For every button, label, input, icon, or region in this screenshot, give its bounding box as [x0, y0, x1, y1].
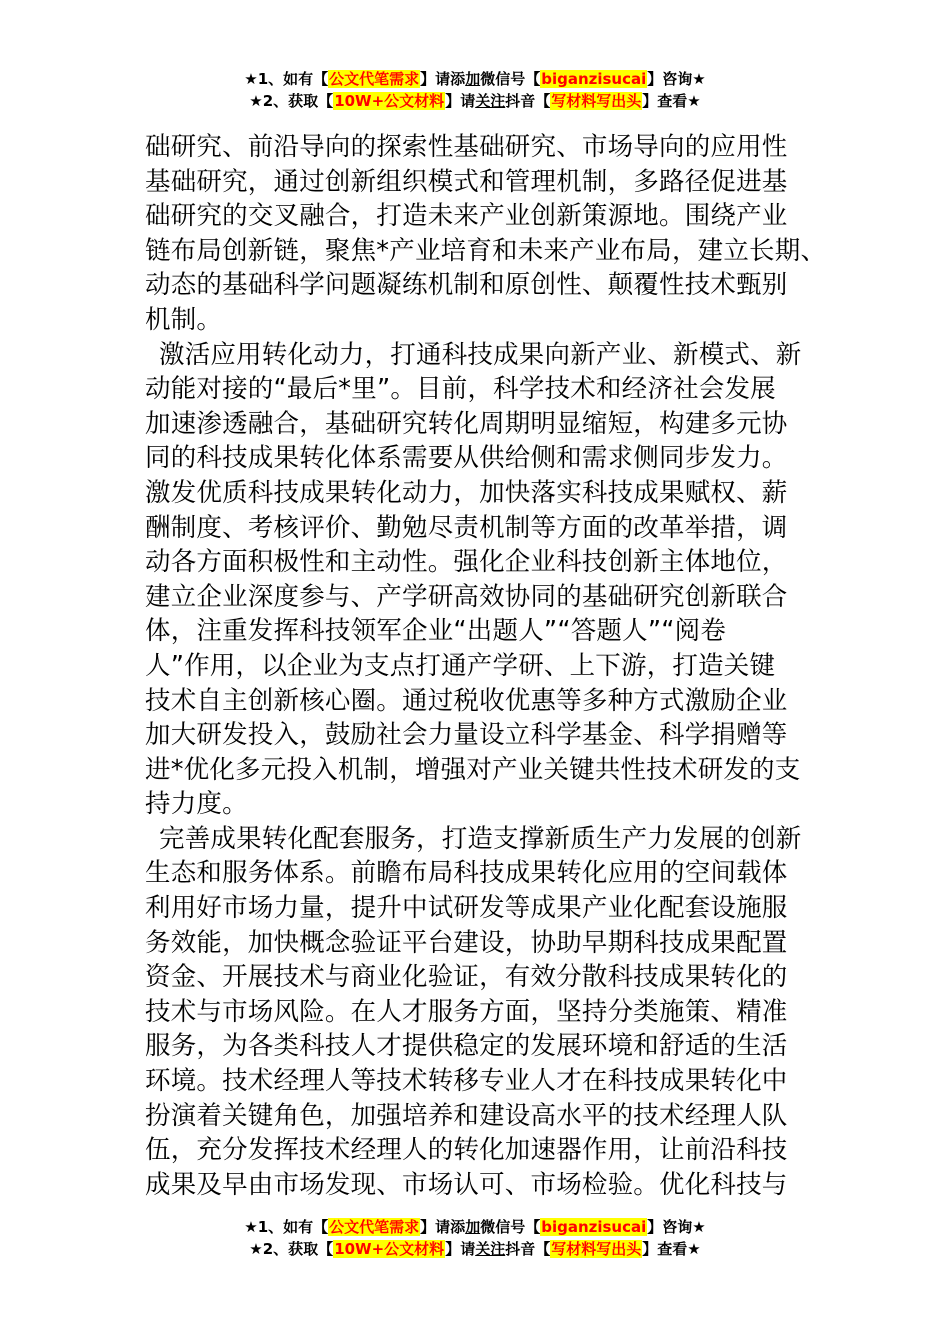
header-line-2-prefix: ★2、获取【: [249, 92, 334, 110]
body-line: 基础研究，通过创新组织模式和管理机制，多路径促进基: [145, 166, 788, 197]
paragraph-start-line: 完善成果转化配套服务，打造支撑新质生产力发展的创新: [159, 823, 802, 854]
body-line: 动态的基础科学问题凝练机制和原创性、颠覆性技术甄别: [145, 270, 788, 301]
body-line: 人”作用，以企业为支点打通产学研、上下游，打造关键: [145, 650, 776, 681]
paragraph-start-line: 激活应用转化动力，打通科技成果向新产业、新模式、新: [159, 339, 802, 370]
footer-banner: [0, 1216, 950, 1260]
footer-line-2-middle-1: 】请: [445, 1240, 476, 1258]
header-line-1: [0, 68, 950, 90]
footer-line-1-prefix: ★1、如有【: [244, 1218, 329, 1236]
body-line: 伍，充分发挥技术经理人的转化加速器作用，让前沿科技: [145, 1135, 788, 1166]
header-line-1-middle-1: 】请添: [420, 70, 466, 88]
body-line: 服务，为各类科技人才提供稳定的发展环境和舒适的生活: [145, 1031, 788, 1062]
body-line: 进*优化多元投入机制，增强对产业关键共性技术研发的支: [145, 754, 801, 785]
body-line: 建立企业深度参与、产学研高效协同的基础研究创新联合: [145, 581, 788, 612]
document-body: [145, 130, 827, 1202]
body-line: 激发优质科技成果转化动力，加快落实科技成果赋权、薪: [145, 477, 788, 508]
header-line-2-highlight-2: 写材料写出头: [551, 92, 642, 110]
footer-line-1: [0, 1216, 950, 1238]
body-line: 动各方面积极性和主动性。强化企业科技创新主体地位，: [145, 547, 788, 578]
header-line-2-underlined: 关注: [475, 92, 506, 110]
body-line: 链布局创新链，聚焦*产业培育和未来产业布局，建立长期、: [145, 235, 827, 266]
header-line-1-prefix: ★1、如有【: [244, 70, 329, 88]
footer-line-2-highlight-2: 写材料写出头: [551, 1240, 642, 1258]
body-line: 务效能，加快概念验证平台建设，协助早期科技成果配置: [145, 927, 788, 958]
header-line-2-middle-1: 】请: [445, 92, 476, 110]
body-line: 成果及早由市场发现、市场认可、市场检验。优化科技与: [145, 1169, 788, 1200]
header-line-2-highlight-1: 10W+公文材料: [334, 92, 445, 110]
footer-line-1-highlight-2: biganzisucai: [541, 1218, 647, 1236]
footer-line-2: [0, 1238, 950, 1260]
header-line-2-suffix: 】查看★: [642, 92, 701, 110]
body-line: 资金、开展技术与商业化验证，有效分散科技成果转化的: [145, 962, 788, 993]
footer-line-2-prefix: ★2、获取【: [249, 1240, 334, 1258]
header-line-1-middle-2: 微信号【: [480, 70, 541, 88]
footer-line-2-highlight-1: 10W+公文材料: [334, 1240, 445, 1258]
body-line: 机制。: [145, 304, 223, 335]
header-line-2-middle-2: 抖音【: [505, 92, 551, 110]
header-line-1-highlight-2: biganzisucai: [541, 70, 647, 88]
body-line: 扮演着关键角色，加强培养和建设高水平的技术经理人队: [145, 1100, 788, 1131]
header-banner: [0, 68, 950, 112]
body-line: 利用好市场力量，提升中试研发等成果产业化配套设施服: [145, 893, 788, 924]
body-line: 同的科技成果转化体系需要从供给侧和需求侧同步发力。: [145, 443, 788, 474]
body-line: 技术自主创新核心圈。通过税收优惠等多种方式激励企业: [145, 685, 788, 716]
body-line: 础研究的交叉融合，打造未来产业创新策源地。围绕产业: [145, 201, 788, 232]
footer-line-1-underlined: 加: [465, 1218, 481, 1236]
body-line: 持力度。: [145, 789, 248, 820]
body-line: 加速渗透融合，基础研究转化周期明显缩短，构建多元协: [145, 408, 788, 439]
body-line: 体，注重发挥科技领军企业“出题人”“答题人”“阅卷: [145, 616, 727, 647]
footer-line-2-underlined: 关注: [475, 1240, 506, 1258]
header-line-1-suffix: 】咨询★: [647, 70, 706, 88]
body-line: 动能对接的“最后*里”。目前，科学技术和经济社会发展: [145, 374, 776, 405]
footer-line-2-middle-2: 抖音【: [505, 1240, 551, 1258]
body-line: 础研究、前沿导向的探索性基础研究、市场导向的应用性: [145, 132, 788, 162]
footer-line-2-suffix: 】查看★: [642, 1240, 701, 1258]
footer-line-1-highlight-1: 公文代笔需求: [329, 1218, 420, 1236]
body-line: 加大研发投入，鼓励社会力量设立科学基金、科学捐赠等: [145, 720, 788, 751]
footer-line-1-suffix: 】咨询★: [647, 1218, 706, 1236]
body-line: 生态和服务体系。前瞻布局科技成果转化应用的空间载体: [145, 858, 788, 889]
header-line-1-underlined: 加: [465, 70, 481, 88]
body-line: 酬制度、考核评价、勤勉尽责机制等方面的改革举措，调: [145, 512, 788, 543]
header-line-1-highlight-1: 公文代笔需求: [329, 70, 420, 88]
footer-line-1-middle-1: 】请添: [420, 1218, 466, 1236]
header-line-2: [0, 90, 950, 112]
footer-line-1-middle-2: 微信号【: [480, 1218, 541, 1236]
body-line: 环境。技术经理人等技术转移专业人才在科技成果转化中: [145, 1066, 788, 1097]
body-line: 技术与市场风险。在人才服务方面，坚持分类施策、精准: [145, 996, 788, 1027]
